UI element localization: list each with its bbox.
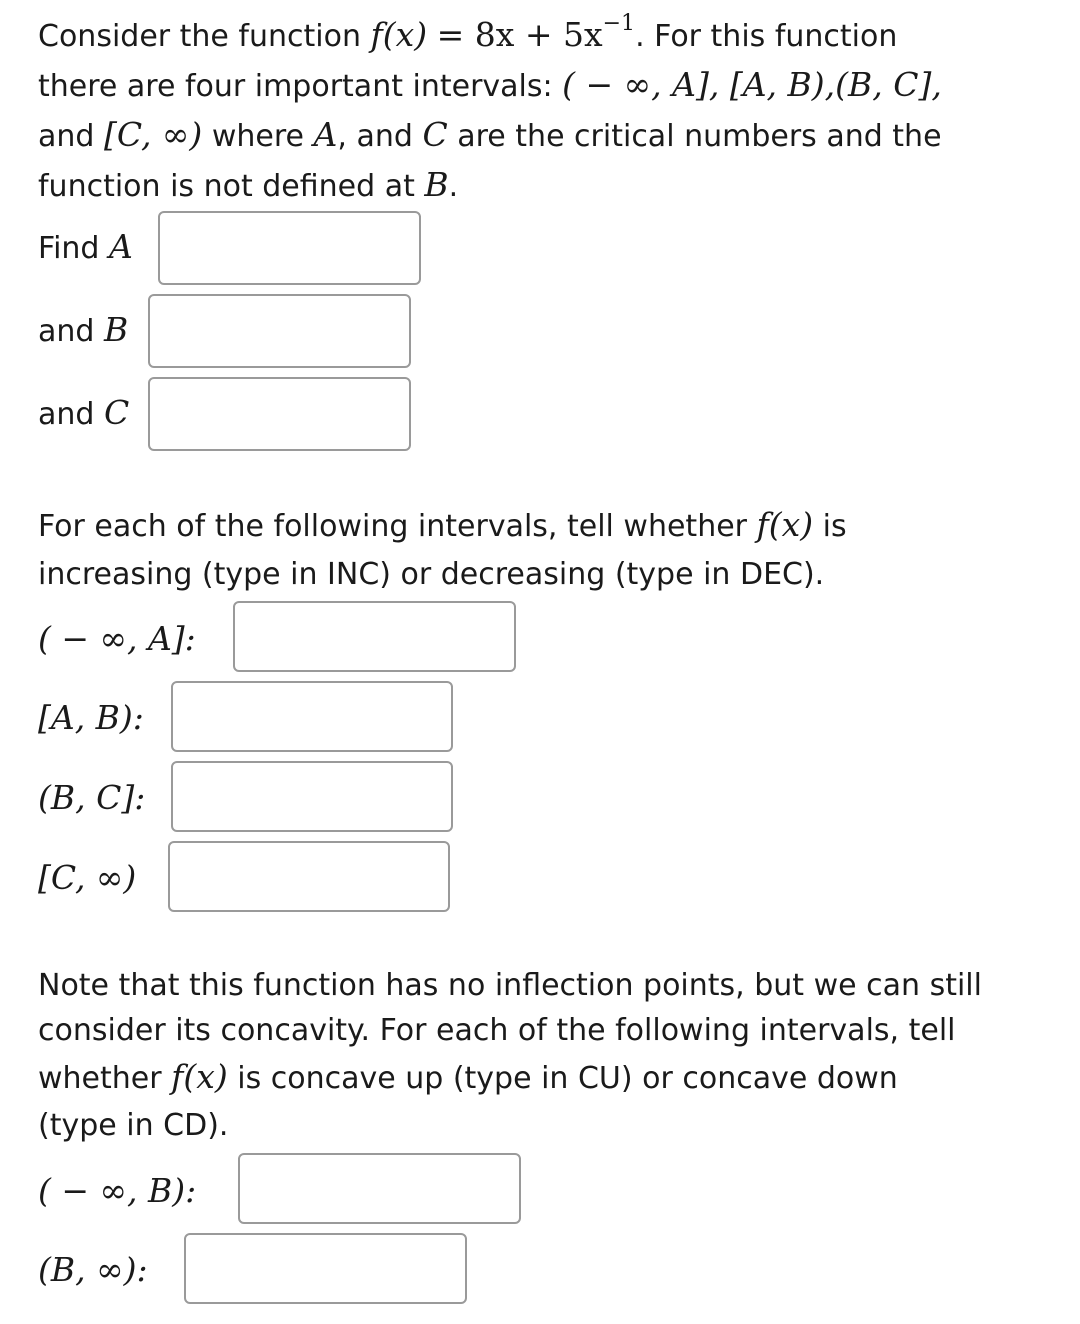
var-b: B [424, 165, 449, 204]
intro-line-1 [38, 11, 898, 60]
interval-4-input[interactable] [168, 841, 450, 912]
intro-text: and [38, 119, 95, 154]
interval-2-label: [A, B): [38, 698, 144, 737]
interval-3-label: (B, C]: [38, 778, 146, 817]
and-b-label [38, 310, 128, 352]
intro-text: where [211, 119, 304, 154]
label-text: Find [38, 231, 100, 266]
label-text: and [38, 314, 95, 349]
interval-2-input[interactable] [171, 681, 453, 752]
intro-text: function is not defined at [38, 169, 415, 204]
intro-line-2 [38, 65, 942, 107]
intro-line-4 [38, 165, 458, 207]
interval-3-input[interactable] [171, 761, 453, 832]
concavity-line-1: Note that this function has no inflection points, but we can still [38, 968, 982, 1003]
concavity-interval-1-input[interactable] [238, 1153, 521, 1224]
intro-line-3 [38, 115, 942, 157]
find-a-label [38, 227, 133, 269]
intro-text: . For this function [635, 19, 898, 54]
concavity-interval-1-label: ( − ∞, B): [38, 1171, 197, 1210]
c-input[interactable] [148, 377, 411, 451]
intro-text: , and [337, 119, 413, 154]
label-var: B [104, 310, 129, 349]
concavity-text: is concave up (type in CU) or concave down [237, 1061, 898, 1096]
b-input[interactable] [148, 294, 411, 368]
label-var: A [109, 227, 133, 266]
exponent: −1 [602, 11, 636, 36]
concavity-text: whether [38, 1061, 162, 1096]
intro-text: Consider the function [38, 19, 361, 54]
intervals-math: ( − ∞, A], [A, B),(B, C], [562, 65, 942, 104]
interval-c-infinity: [C, ∞) [104, 115, 203, 154]
and-c-label [38, 393, 129, 435]
concavity-line-4: (type in CD). [38, 1108, 229, 1143]
concavity-line-3 [38, 1057, 898, 1099]
label-text: and [38, 397, 95, 432]
var-a: A [313, 115, 338, 154]
monotonic-line-1 [38, 505, 847, 547]
interval-1-label: ( − ∞, A]: [38, 619, 196, 658]
function-expression: = 8x + 5x [436, 15, 603, 54]
intro-text: are the critical numbers and the [457, 119, 942, 154]
concavity-interval-2-label: (B, ∞): [38, 1250, 148, 1289]
function-fx: f(x) [370, 15, 428, 54]
interval-4-label: [C, ∞) [38, 858, 137, 897]
intro-text: there are four important intervals: [38, 69, 553, 104]
concavity-interval-2-input[interactable] [184, 1233, 467, 1304]
monotonic-text: For each of the following intervals, tell whether [38, 509, 747, 544]
monotonic-text: is [822, 509, 847, 544]
label-var: C [104, 393, 130, 432]
a-input[interactable] [158, 211, 421, 285]
monotonic-line-2: increasing (type in INC) or decreasing (type in DEC). [38, 557, 825, 592]
interval-1-input[interactable] [233, 601, 516, 672]
intro-text: . [448, 169, 459, 204]
function-fx: f(x) [756, 505, 814, 544]
var-c: C [422, 115, 448, 154]
concavity-line-2: consider its concavity. For each of the following intervals, tell [38, 1013, 956, 1048]
function-fx: f(x) [171, 1057, 228, 1096]
